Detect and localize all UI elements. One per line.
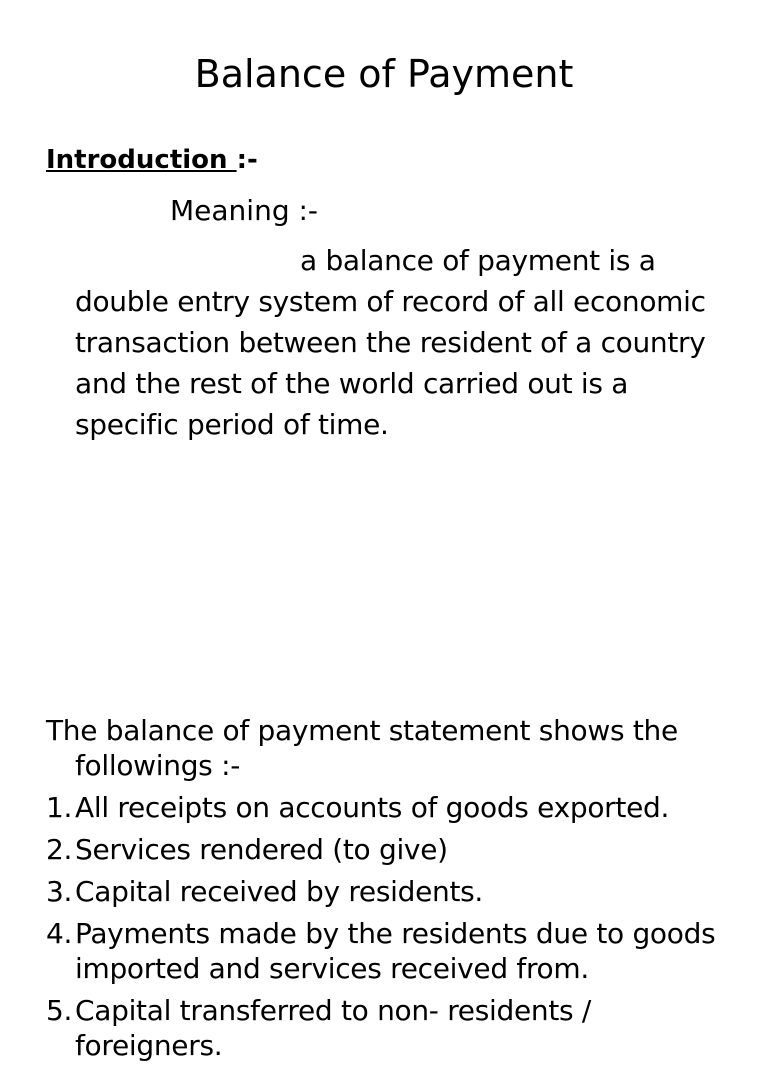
list-item <box>46 993 746 1063</box>
statement-list <box>46 790 746 1063</box>
list-item <box>46 832 746 867</box>
list-item <box>46 916 746 986</box>
introduction-heading <box>46 143 258 177</box>
statement-intro: The balance of payment statement shows the followings :- <box>46 714 678 782</box>
list-item-number: 5. <box>46 994 73 1027</box>
statement-section <box>46 713 746 1070</box>
introduction-heading-text: Introduction <box>46 145 237 175</box>
introduction-heading-suffix: :- <box>236 145 258 175</box>
list-item <box>46 790 746 825</box>
list-item <box>46 874 746 909</box>
list-item-number: 3. <box>46 875 73 908</box>
list-item-number: 2. <box>46 833 73 866</box>
list-item-text: Payments made by the residents due to goods imported and services received from. <box>75 917 716 985</box>
page-title: Balance of Payment <box>194 52 574 96</box>
list-item-text: Services rendered (to give) <box>75 833 448 866</box>
list-item-text: All receipts on accounts of goods exported. <box>75 791 670 824</box>
meaning-label: Meaning :- <box>170 194 319 227</box>
list-item-number: 4. <box>46 917 73 950</box>
list-item-text: Capital transferred to non- residents / foreigners. <box>75 994 592 1062</box>
list-item-text: Capital received by residents. <box>75 875 484 908</box>
list-item-number: 1. <box>46 791 73 824</box>
meaning-paragraph: a balance of payment is a double entry system of record of all economic transaction between the resident of a country and the rest of the world carried out is a specific period of time. <box>75 244 706 441</box>
